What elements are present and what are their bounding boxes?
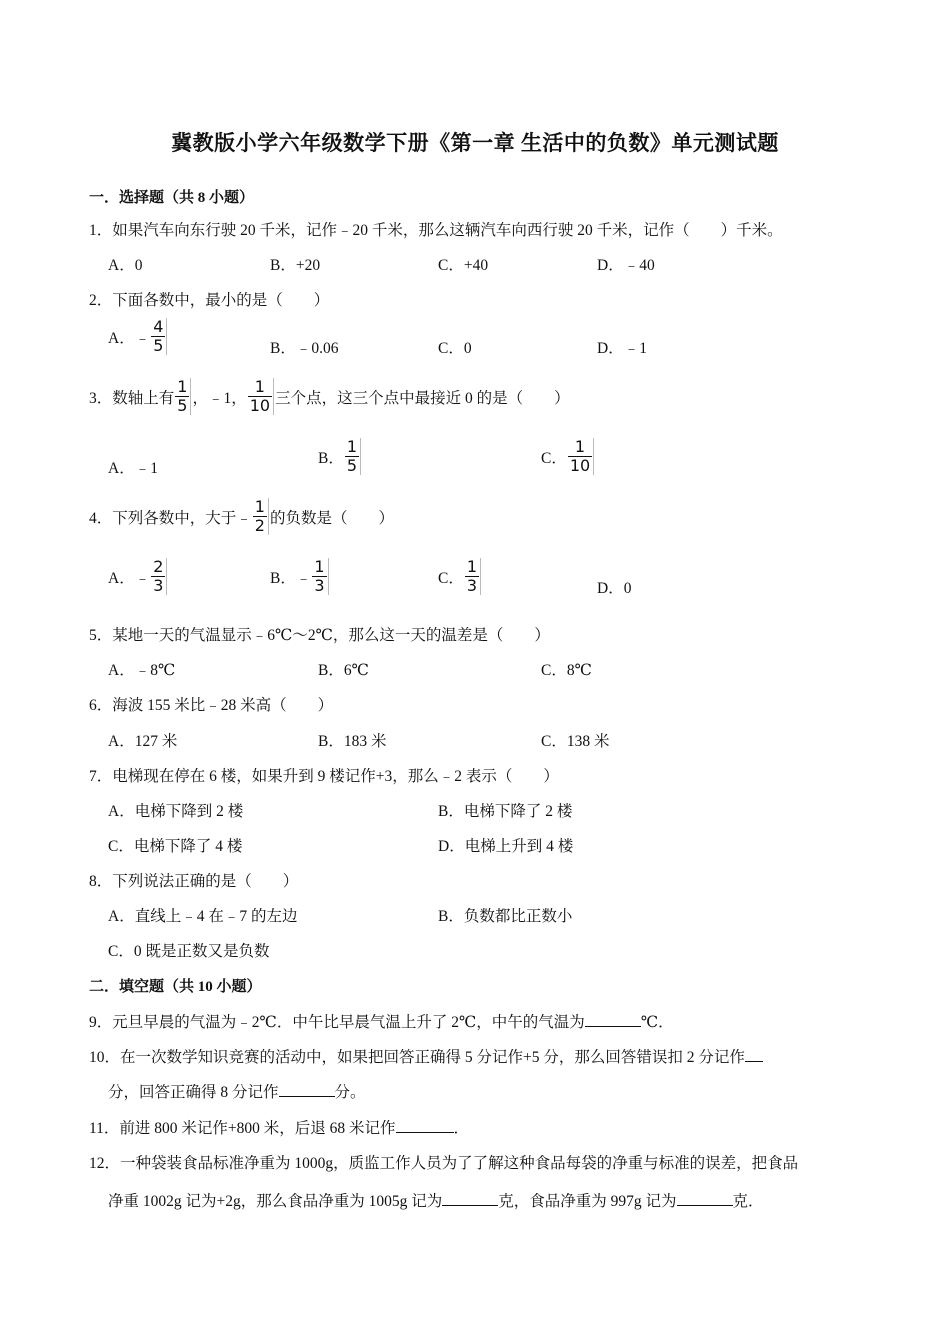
question-9: 9．元旦早晨的气温为﹣2℃．中午比早晨气温上升了 2℃，中午的气温为 ℃．	[89, 1014, 674, 1031]
q5-option-a: A．﹣8℃	[108, 662, 176, 679]
fraction: $\frac{1}{10}$	[568, 438, 594, 475]
q5-option-b: B．6℃	[318, 662, 369, 679]
fraction: $\frac{2}{3}$	[151, 558, 167, 595]
q6-option-c: C．138 米	[541, 733, 610, 750]
fraction: $\frac{1}{5}$	[345, 438, 361, 475]
question-1-stem: 1．如果汽车向东行驶 20 千米，记作﹣20 千米，那么这辆汽车向西行驶 20 千米，记作（ ）千米。	[89, 222, 783, 239]
q5-option-c: C．8℃	[541, 662, 592, 679]
answer-blank[interactable]	[396, 1118, 454, 1133]
q3-option-c: C． $\frac{1}{10}$	[541, 438, 595, 475]
answer-blank[interactable]	[279, 1082, 335, 1097]
q8-option-a: A．直线上﹣4 在﹣7 的左边	[108, 908, 298, 925]
q4-option-a: A．﹣ $\frac{2}{3}$	[108, 558, 168, 595]
q1-option-b: B．+20	[270, 257, 321, 274]
q4-option-d: D．0	[597, 580, 632, 597]
q2-option-a	[108, 318, 168, 355]
q7-option-a: A．电梯下降到 2 楼	[108, 803, 244, 820]
q2-option-c: C．0	[438, 340, 472, 357]
q4-option-b: B．﹣ $\frac{1}{3}$	[270, 558, 330, 595]
q2-option-b: B．﹣0.06	[270, 340, 339, 357]
fraction: $\frac{4}{5}$	[151, 318, 167, 355]
question-11: 11．前进 800 米记作+800 米，后退 68 米记作 ．	[89, 1120, 470, 1137]
question-2-stem: 2．下面各数中，最小的是（ ）	[89, 292, 330, 309]
q8-option-b: B．负数都比正数小	[438, 908, 573, 925]
q6-option-b: B．183 米	[318, 733, 387, 750]
q2-option-a-label: A．﹣	[108, 329, 151, 347]
fraction: $\frac{1}{10}$	[248, 378, 274, 415]
question-8-stem: 8．下列说法正确的是（ ）	[89, 873, 299, 890]
answer-blank[interactable]	[677, 1191, 733, 1206]
fraction: $\frac{1}{5}$	[175, 378, 191, 415]
q3-option-a: A．﹣1	[108, 460, 158, 477]
section-heading-choice: 一．选择题（共 8 小题）	[89, 190, 255, 206]
question-10-line-2: 分，回答正确得 8 分记作 分。	[108, 1084, 366, 1101]
answer-blank[interactable]	[745, 1047, 763, 1062]
question-4-stem: 4．下列各数中，大于﹣ $\frac{1}{2}$ 的负数是（ ）	[89, 497, 394, 535]
q1-option-d: D．﹣40	[597, 257, 655, 274]
q1-option-a: A．0	[108, 257, 143, 274]
q4-option-c: C． $\frac{1}{3}$	[438, 558, 482, 595]
section-heading-fill: 二．填空题（共 10 小题）	[89, 979, 262, 995]
answer-blank[interactable]	[442, 1191, 498, 1206]
q7-option-b: B．电梯下降了 2 楼	[438, 803, 573, 820]
fraction: $\frac{1}{3}$	[312, 558, 328, 595]
answer-blank[interactable]	[585, 1012, 641, 1027]
question-12-line-1: 12．一种袋装食品标准净重为 1000g，质监工作人员为了了解这种食品每袋的净重与标准的误差，把食品	[89, 1155, 799, 1172]
q3-option-b: B． $\frac{1}{5}$	[318, 438, 362, 475]
question-12-line-2: 净重 1002g 记为+2g，那么食品净重为 1005g 记为 克，食品净重为 997g 记为 克．	[108, 1193, 764, 1210]
q2-option-d: D．﹣1	[597, 340, 647, 357]
question-5-stem: 5．某地一天的气温显示﹣6℃～2℃，那么这一天的温差是（ ）	[89, 627, 550, 644]
fraction: $\frac{1}{2}$	[253, 498, 269, 535]
q1-option-c: C．+40	[438, 257, 489, 274]
q8-option-c: C．0 既是正数又是负数	[108, 943, 270, 960]
page-title: 冀教版小学六年级数学下册《第一章 生活中的负数》单元测试题	[171, 131, 779, 155]
question-7-stem: 7．电梯现在停在 6 楼，如果升到 9 楼记作+3，那么﹣2 表示（ ）	[89, 768, 559, 785]
question-10-line-1: 10．在一次数学知识竞赛的活动中，如果把回答正确得 5 分记作+5 分，那么回答错误扣 2 分记作	[89, 1045, 763, 1067]
fraction: $\frac{1}{3}$	[465, 558, 481, 595]
question-3-stem: 3．数轴上有 $\frac{1}{5}$ ，﹣1， $\frac{1}{10}$ 三个点，这三个点中最接近 0 的是（ ）	[89, 377, 570, 415]
question-6-stem: 6．海波 155 米比﹣28 米高（ ）	[89, 697, 334, 714]
q7-option-c: C．电梯下降了 4 楼	[108, 838, 243, 855]
q7-option-d: D．电梯上升到 4 楼	[438, 838, 574, 855]
q6-option-a: A．127 米	[108, 733, 178, 750]
